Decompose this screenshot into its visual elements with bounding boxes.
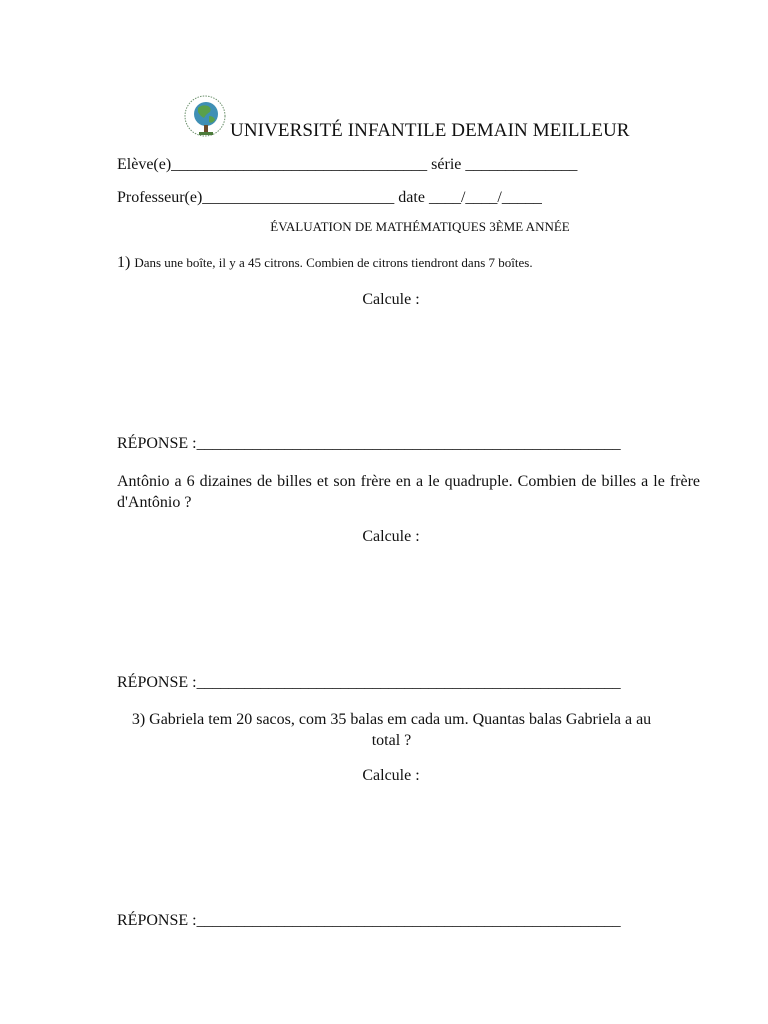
teacher-field-line[interactable]: Professeur(e)________________________ date ____/____/_____ (117, 189, 542, 206)
student-field-line[interactable]: Elève(e)________________________________ série ______________ (117, 156, 578, 173)
question-1-answer-line[interactable]: RÉPONSE :_____________________________________________________ (117, 435, 621, 452)
question-3-text: 3) Gabriela tem 20 sacos, com 35 balas em cada um. Quantas balas Gabriela a au total ? (131, 711, 652, 749)
question-1-text: Dans une boîte, il y a 45 citrons. Combien de citrons tiendront dans 7 boîtes. (134, 255, 533, 270)
question-1-number: 1) (117, 254, 131, 271)
question-1-calc-label: Calcule : (362, 291, 420, 308)
question-3-calc-label: Calcule : (362, 767, 420, 784)
globe-logo-icon (182, 94, 228, 140)
question-2-answer-line[interactable]: RÉPONSE :_____________________________________________________ (117, 674, 621, 691)
question-2-text: Antônio a 6 dizaines de billes et son frère en a le quadruple. Combien de billes a le frère d'Antônio ? (117, 473, 700, 511)
exam-title: ÉVALUATION DE MATHÉMATIQUES 3ÈME ANNÉE (270, 219, 570, 234)
question-3-answer-line[interactable]: RÉPONSE :_____________________________________________________ (117, 912, 621, 929)
question-2-calc-label: Calcule : (362, 528, 420, 545)
school-name: UNIVERSITÉ INFANTILE DEMAIN MEILLEUR (230, 120, 630, 141)
question-1 (117, 254, 533, 272)
